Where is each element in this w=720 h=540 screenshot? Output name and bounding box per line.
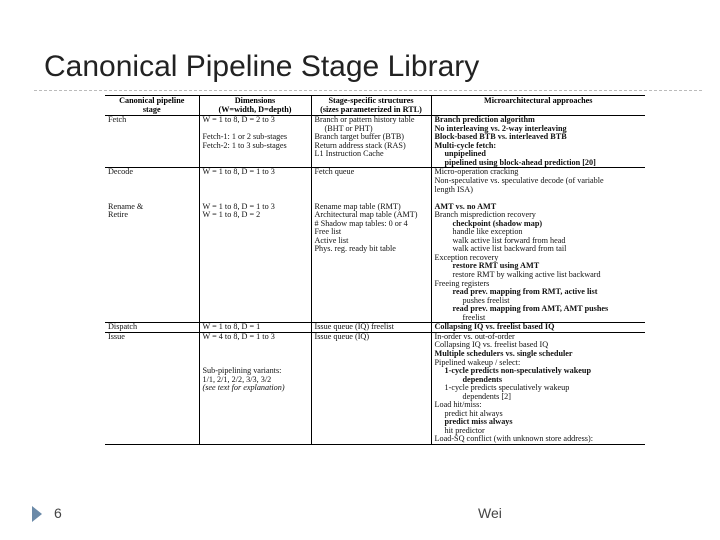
cell-line: L1 Instruction Cache: [314, 149, 384, 159]
cell-line: read prev. mapping from RMT, active list: [452, 287, 598, 297]
stage-cell: [105, 168, 199, 323]
cell-line: pushes freelist: [462, 295, 510, 305]
dimensions-cell: [199, 116, 311, 168]
cell-line: Freeing registers: [434, 278, 490, 288]
cell-line: [108, 186, 197, 195]
cell-line: freelist: [462, 312, 486, 322]
cell-line: W = 1 to 8, D = 1 to 3: [202, 167, 275, 177]
header-stage: Canonical pipeline stage: [105, 96, 199, 116]
cell-line: Issue: [108, 331, 125, 341]
cell-line: Branch misprediction recovery: [434, 210, 536, 220]
cell-line: # Shadow map tables: 0 or 4: [314, 218, 408, 228]
title-divider: [34, 90, 702, 91]
cell-line: Multi-cycle fetch:: [434, 140, 497, 150]
cell-line: Fetch queue: [314, 167, 355, 177]
cell-line: [108, 177, 197, 186]
table-row: [105, 116, 645, 168]
structures-cell: [311, 168, 431, 323]
cell-line: Phys. reg. ready bit table: [314, 244, 396, 254]
slide-title: Canonical Pipeline Stage Library: [44, 50, 480, 83]
cell-line: [203, 341, 309, 350]
cell-line: No interleaving vs. 2-way interleaving: [434, 123, 567, 133]
stage-cell: [105, 323, 199, 333]
cell-line: 1/1, 2/1, 2/2, 3/3, 3/2: [202, 374, 272, 384]
cell-line: W = 1 to 8, D = 1 to 3: [202, 201, 275, 211]
cell-line: Load-SQ conflict (with unknown store address):: [434, 434, 593, 444]
approaches-cell: [431, 323, 645, 333]
cell-line: length ISA): [434, 184, 473, 194]
cell-line: Rename &: [108, 201, 144, 211]
pipeline-stage-table: [105, 95, 645, 445]
cell-line: W = 1 to 8, D = 2 to 3: [202, 115, 275, 125]
approaches-cell: [431, 116, 645, 168]
header-approaches: Microarchitectural approaches: [431, 96, 645, 116]
cell-line: restore RMT using AMT: [452, 261, 540, 271]
cell-line: Non-speculative vs. speculative decode (of variable: [434, 176, 604, 186]
cell-line: Fetch: [108, 115, 127, 125]
cell-line: [203, 186, 309, 195]
cell-line: Load hit/miss:: [434, 400, 482, 410]
cell-line: Return address stack (RAS): [314, 140, 406, 150]
cell-line: Multiple schedulers vs. single scheduler: [434, 348, 573, 358]
cell-line: In-order vs. out-of-order: [434, 331, 515, 341]
table-row: [105, 323, 645, 333]
cell-line: Block-based BTB vs. interleaved BTB: [434, 132, 567, 142]
stage-cell: [105, 332, 199, 444]
cell-line: Branch prediction algorithm: [434, 115, 535, 125]
header-structures: Stage-specific structures (sizes parameterized in RTL): [311, 96, 431, 116]
cell-line: unpipelined: [444, 149, 486, 159]
cell-line: Fetch-1: 1 or 2 sub-stages: [202, 132, 288, 142]
table-row: [105, 168, 645, 323]
cell-line: 1-cycle predicts non-speculatively wakeup: [444, 366, 592, 376]
cell-line: read prev. mapping from AMT, AMT pushes: [452, 304, 609, 314]
page-number: 6: [54, 505, 62, 521]
cell-line: pipelined using block-ahead prediction [20]: [444, 157, 596, 167]
bullet-arrow-icon: [32, 506, 42, 522]
cell-line: Sub-pipelining variants:: [202, 366, 282, 376]
cell-line: Collapsing IQ vs. freelist based IQ: [434, 322, 555, 332]
cell-line: predict hit always: [444, 408, 503, 418]
cell-line: [203, 177, 309, 186]
pipeline-table-image: [105, 95, 645, 485]
cell-line: Branch or pattern history table: [314, 115, 415, 125]
cell-line: dependents: [462, 374, 503, 384]
cell-line: Exception recovery: [434, 252, 499, 262]
cell-line: 1-cycle predicts speculatively wakeup: [444, 383, 570, 393]
cell-line: walk active list forward from head: [452, 235, 566, 245]
table-header-row: [105, 96, 645, 116]
cell-line: AMT vs. no AMT: [434, 201, 497, 211]
approaches-cell: [431, 168, 645, 323]
cell-line: dependents [2]: [462, 391, 511, 401]
structures-cell: [311, 332, 431, 444]
cell-line: checkpoint (shadow map): [452, 218, 543, 228]
structures-cell: [311, 323, 431, 333]
approaches-cell: [431, 332, 645, 444]
cell-line: Architectural map table (AMT): [314, 210, 418, 220]
cell-line: Rename map table (RMT): [314, 201, 401, 211]
cell-line: W = 4 to 8, D = 1 to 3: [202, 331, 275, 341]
cell-line: Branch target buffer (BTB): [314, 132, 405, 142]
stage-cell: [105, 116, 199, 168]
cell-line: [315, 186, 429, 195]
cell-line: [315, 177, 429, 186]
cell-line: handle like exception: [452, 227, 523, 237]
cell-line: Dispatch: [108, 322, 138, 332]
cell-line: Active list: [314, 235, 349, 245]
cell-line: Pipelined wakeup / select:: [434, 357, 521, 367]
cell-line: Fetch-2: 1 to 3 sub-stages: [202, 140, 287, 150]
dimensions-cell: [199, 323, 311, 333]
cell-line: Collapsing IQ vs. freelist based IQ: [434, 340, 549, 350]
cell-line: Decode: [108, 167, 134, 177]
cell-line: (BHT or PHT): [324, 123, 373, 133]
cell-line: (see text for explanation): [202, 383, 285, 393]
cell-line: hit predictor: [444, 425, 485, 435]
cell-line: restore RMT by walking active list backward: [452, 270, 601, 280]
header-dimensions: Dimensions (W=width, D=depth): [199, 96, 311, 116]
cell-line: Issue queue (IQ) freelist: [314, 322, 394, 332]
dimensions-cell: [199, 332, 311, 444]
dimensions-cell: [199, 168, 311, 323]
cell-line: predict miss always: [444, 417, 513, 427]
footer-author: Wei: [478, 505, 502, 521]
cell-line: Free list: [314, 227, 342, 237]
cell-line: W = 1 to 8, D = 2: [202, 210, 261, 220]
table-row: [105, 332, 645, 444]
cell-line: Retire: [108, 210, 129, 220]
cell-line: W = 1 to 8, D = 1: [202, 322, 261, 332]
cell-line: [203, 350, 309, 359]
cell-line: Issue queue (IQ): [314, 331, 370, 341]
cell-line: walk active list backward from tail: [452, 244, 567, 254]
cell-line: Micro-operation cracking: [434, 167, 519, 177]
structures-cell: [311, 116, 431, 168]
